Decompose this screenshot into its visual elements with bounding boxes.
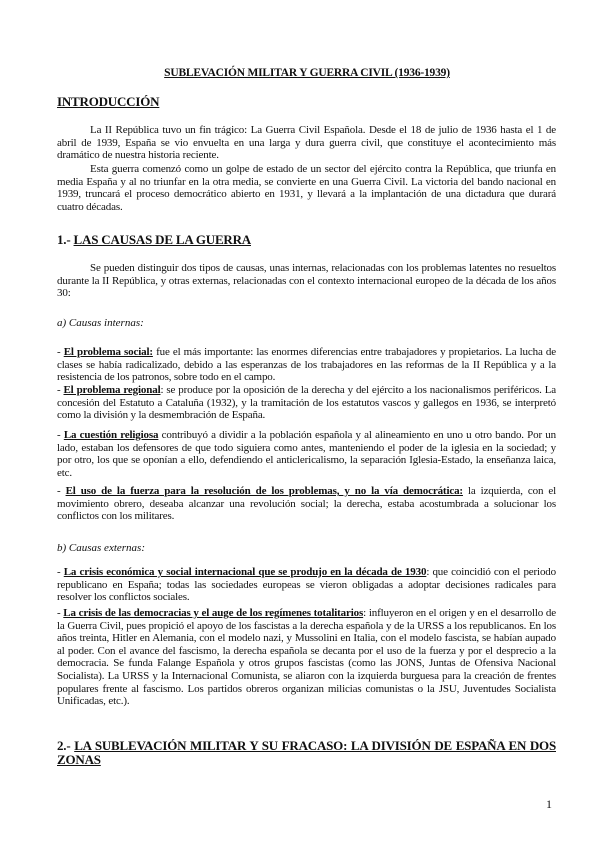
internal-causes-label: a) Causas internas: (57, 317, 144, 329)
internal-cause-item: - La cuestión religiosa contribuyó a dividir a la población española y al alineamiento en uno u otro bando. Por un lado, estaban los defensores de que todo siguiera como antes, manteniendo el poder de la iglesia en la sociedad; y por otro, los que se oponían a ello, defendiendo el anticlericalismo, la separación Iglesia-Estado, la enseñanza laica, etc. (57, 429, 556, 479)
external-causes-label: b) Causas externas: (57, 542, 145, 554)
internal-cause-item: - El uso de la fuerza para la resolución de los problemas, y no la vía democrática: la izquierda, con el movimiento obrero, deseaba alcanzar una revolución social; la derecha, estaba acostumbrada a solucionar los conflictos con los militares. (57, 485, 556, 523)
section-2-number: 2.- (57, 738, 71, 753)
page-number: 1 (546, 797, 552, 811)
external-cause-item: - La crisis de las democracias y el auge de los regímenes totalitarios: influyeron en el origen y en el desarrollo de la Guerra Civil, pues propició el apoyo de los fascistas a la derecha española y de la URSS a los republicanos. En los años treinta, Hitler en Alemania, con el modelo nazi, y Mussolini en Italia, con el modelo fascista, se habían aupado al poder. Con el avance del fascismo, la derecha española se decanta por el uso de la fuerza y por el desprecio a la democracia. Se funda Falange Española y otros grupos fascistas (como las JONS, Juntas de Ofensiva Nacional Socialista). La URSS y la Internacional Comunista, se aliaron con la izquierda burguesa para la creación de frentes populares frente al fascismo. Los partidos obreros organizan milicias comunistas o la JSU, Juventudes Socialista Unificadas, etc.). (57, 607, 556, 708)
section-1-title: LAS CAUSAS DE LA GUERRA (73, 232, 251, 247)
section-2-heading (57, 739, 556, 767)
section-2-title: LA SUBLEVACIÓN MILITAR Y SU FRACASO: LA DIVISIÓN DE ESPAÑA EN DOS ZONAS (57, 738, 556, 767)
section-1-heading (57, 232, 251, 248)
internal-cause-item: - El problema regional: se produce por la oposición de la derecha y del ejército a los nacionalismos periféricos. La concesión del Estatuto a Cataluña (1932), y la tramitación de los estatutos vascos y gallegos en 1936, se interpretó como la división y la desmembración de España. (57, 384, 556, 422)
external-cause-item: - La crisis económica y social internacional que se produjo en la década de 1930: que coincidió con el periodo republicano en España; todas las sociedades europeas se vieron obligadas a adoptar decisiones radicales para resolver los conflictos sociales. (57, 566, 556, 604)
intro-paragraph-2: Esta guerra comenzó como un golpe de estado de un sector del ejército contra la República, que triunfa en media España y al no triunfar en la otra media, se convierte en una Guerra Civil. La victoria del bando nacional en 1939, truncará el proceso democrático abierto en 1931, y llevará a la implantación de una dictadura que durará cuatro décadas. (57, 163, 556, 213)
intro-paragraph-1: La II República tuvo un fin trágico: La Guerra Civil Española. Desde el 18 de julio de 1936 hasta el 1 de abril de 1939, España se vio envuelta en una larga y dura guerra civil, que constituye el acontecimiento más dramático de nuestra historia reciente. (57, 124, 556, 162)
intro-heading: INTRODUCCIÓN (57, 94, 160, 109)
internal-cause-item: - El problema social: fue el más importante: las enormes diferencias entre trabajadores y propietarios. La lucha de clases se había radicalizado, debido a las esperanzas de los trabajadores en las reformas de la II República y a la resistencia de los patronos, sobre todo en el campo. (57, 346, 556, 384)
document-title: SUBLEVACIÓN MILITAR Y GUERRA CIVIL (1936-1939) (164, 67, 450, 79)
section-1-number: 1.- (57, 232, 71, 247)
section-1-intro: Se pueden distinguir dos tipos de causas, unas internas, relacionadas con los problemas latentes no resueltos durante la II República, y otras externas, relacionadas con el contexto internacional europeo de la década de los años 30: (57, 262, 556, 300)
